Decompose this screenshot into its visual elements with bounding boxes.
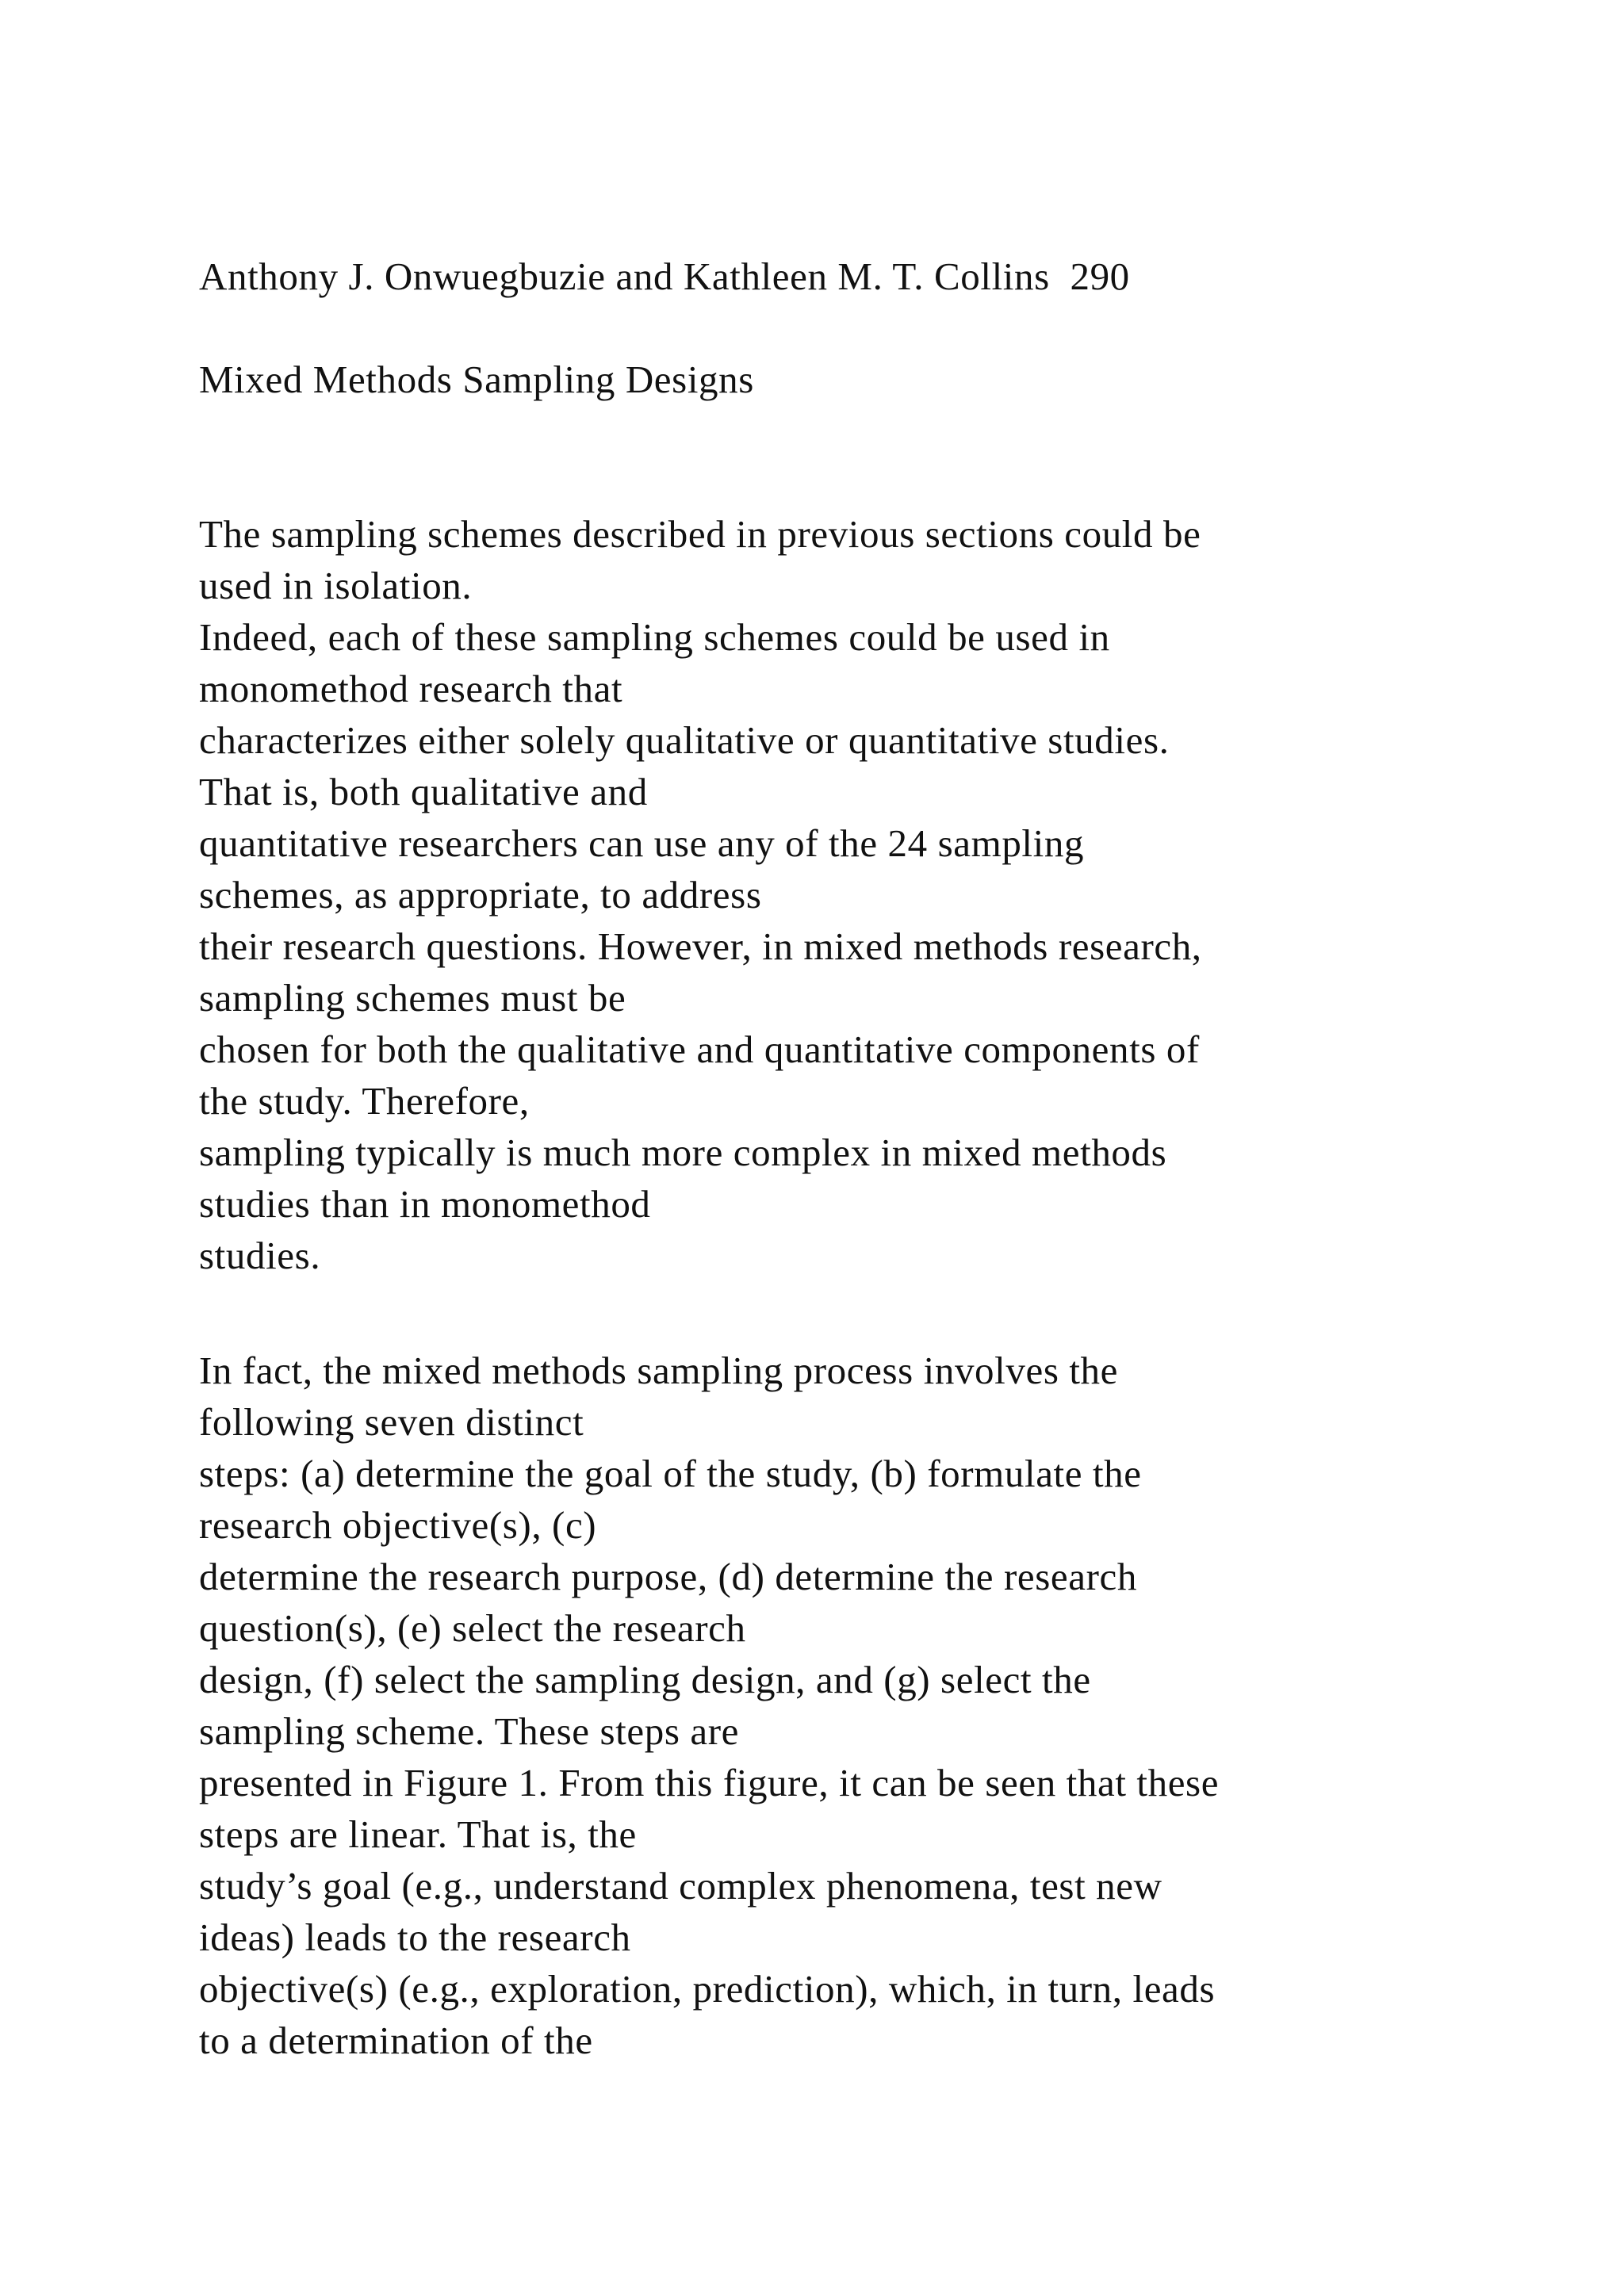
paragraph — [199, 508, 1547, 1281]
text-line: following seven distinct — [199, 1400, 584, 1444]
text-line: used in isolation. — [199, 564, 473, 607]
author-running-head: Anthony J. Onwuegbuzie and Kathleen M. T. Collins 290 — [199, 254, 1130, 298]
text-line: The sampling schemes described in previous sections could be — [199, 512, 1201, 556]
text-line: monomethod research that — [199, 667, 623, 710]
page-header — [199, 251, 1547, 405]
text-line: ideas) leads to the research — [199, 1915, 631, 1959]
text-line: sampling typically is much more complex in mixed methods — [199, 1131, 1167, 1174]
text-line: presented in Figure 1. From this figure, it can be seen that these — [199, 1761, 1220, 1804]
text-line: characterizes either solely qualitative or quantitative studies. — [199, 718, 1170, 762]
text-line: studies. — [199, 1234, 321, 1277]
text-line: sampling schemes must be — [199, 976, 626, 1020]
text-line: studies than in monomethod — [199, 1182, 651, 1226]
text-line: In fact, the mixed methods sampling process involves the — [199, 1349, 1118, 1392]
text-line: research objective(s), (c) — [199, 1503, 597, 1547]
text-line: quantitative researchers can use any of the 24 sampling — [199, 821, 1085, 865]
text-line: That is, both qualitative and — [199, 770, 648, 813]
text-line: objective(s) (e.g., exploration, prediction), which, in turn, leads — [199, 1967, 1216, 2011]
text-line: determine the research purpose, (d) determine the research — [199, 1555, 1137, 1598]
text-line: their research questions. However, in mixed methods research, — [199, 924, 1202, 968]
text-line: the study. Therefore, — [199, 1079, 530, 1123]
text-line: chosen for both the qualitative and quantitative components of — [199, 1027, 1200, 1071]
text-line: steps are linear. That is, the — [199, 1812, 637, 1856]
paragraph — [199, 1345, 1547, 2066]
text-line: steps: (a) determine the goal of the study, (b) formulate the — [199, 1452, 1142, 1495]
text-line: schemes, as appropriate, to address — [199, 873, 762, 916]
text-line: design, (f) select the sampling design, and (g) select the — [199, 1658, 1091, 1701]
text-line: sampling scheme. These steps are — [199, 1709, 739, 1753]
text-line: study’s goal (e.g., understand complex phenomena, test new — [199, 1864, 1162, 1908]
blank-line — [199, 302, 1547, 354]
text-line: Indeed, each of these sampling schemes could be used in — [199, 615, 1110, 659]
text-line: question(s), (e) select the research — [199, 1606, 746, 1650]
section-title: Mixed Methods Sampling Designs — [199, 358, 754, 401]
text-line: to a determination of the — [199, 2019, 593, 2062]
